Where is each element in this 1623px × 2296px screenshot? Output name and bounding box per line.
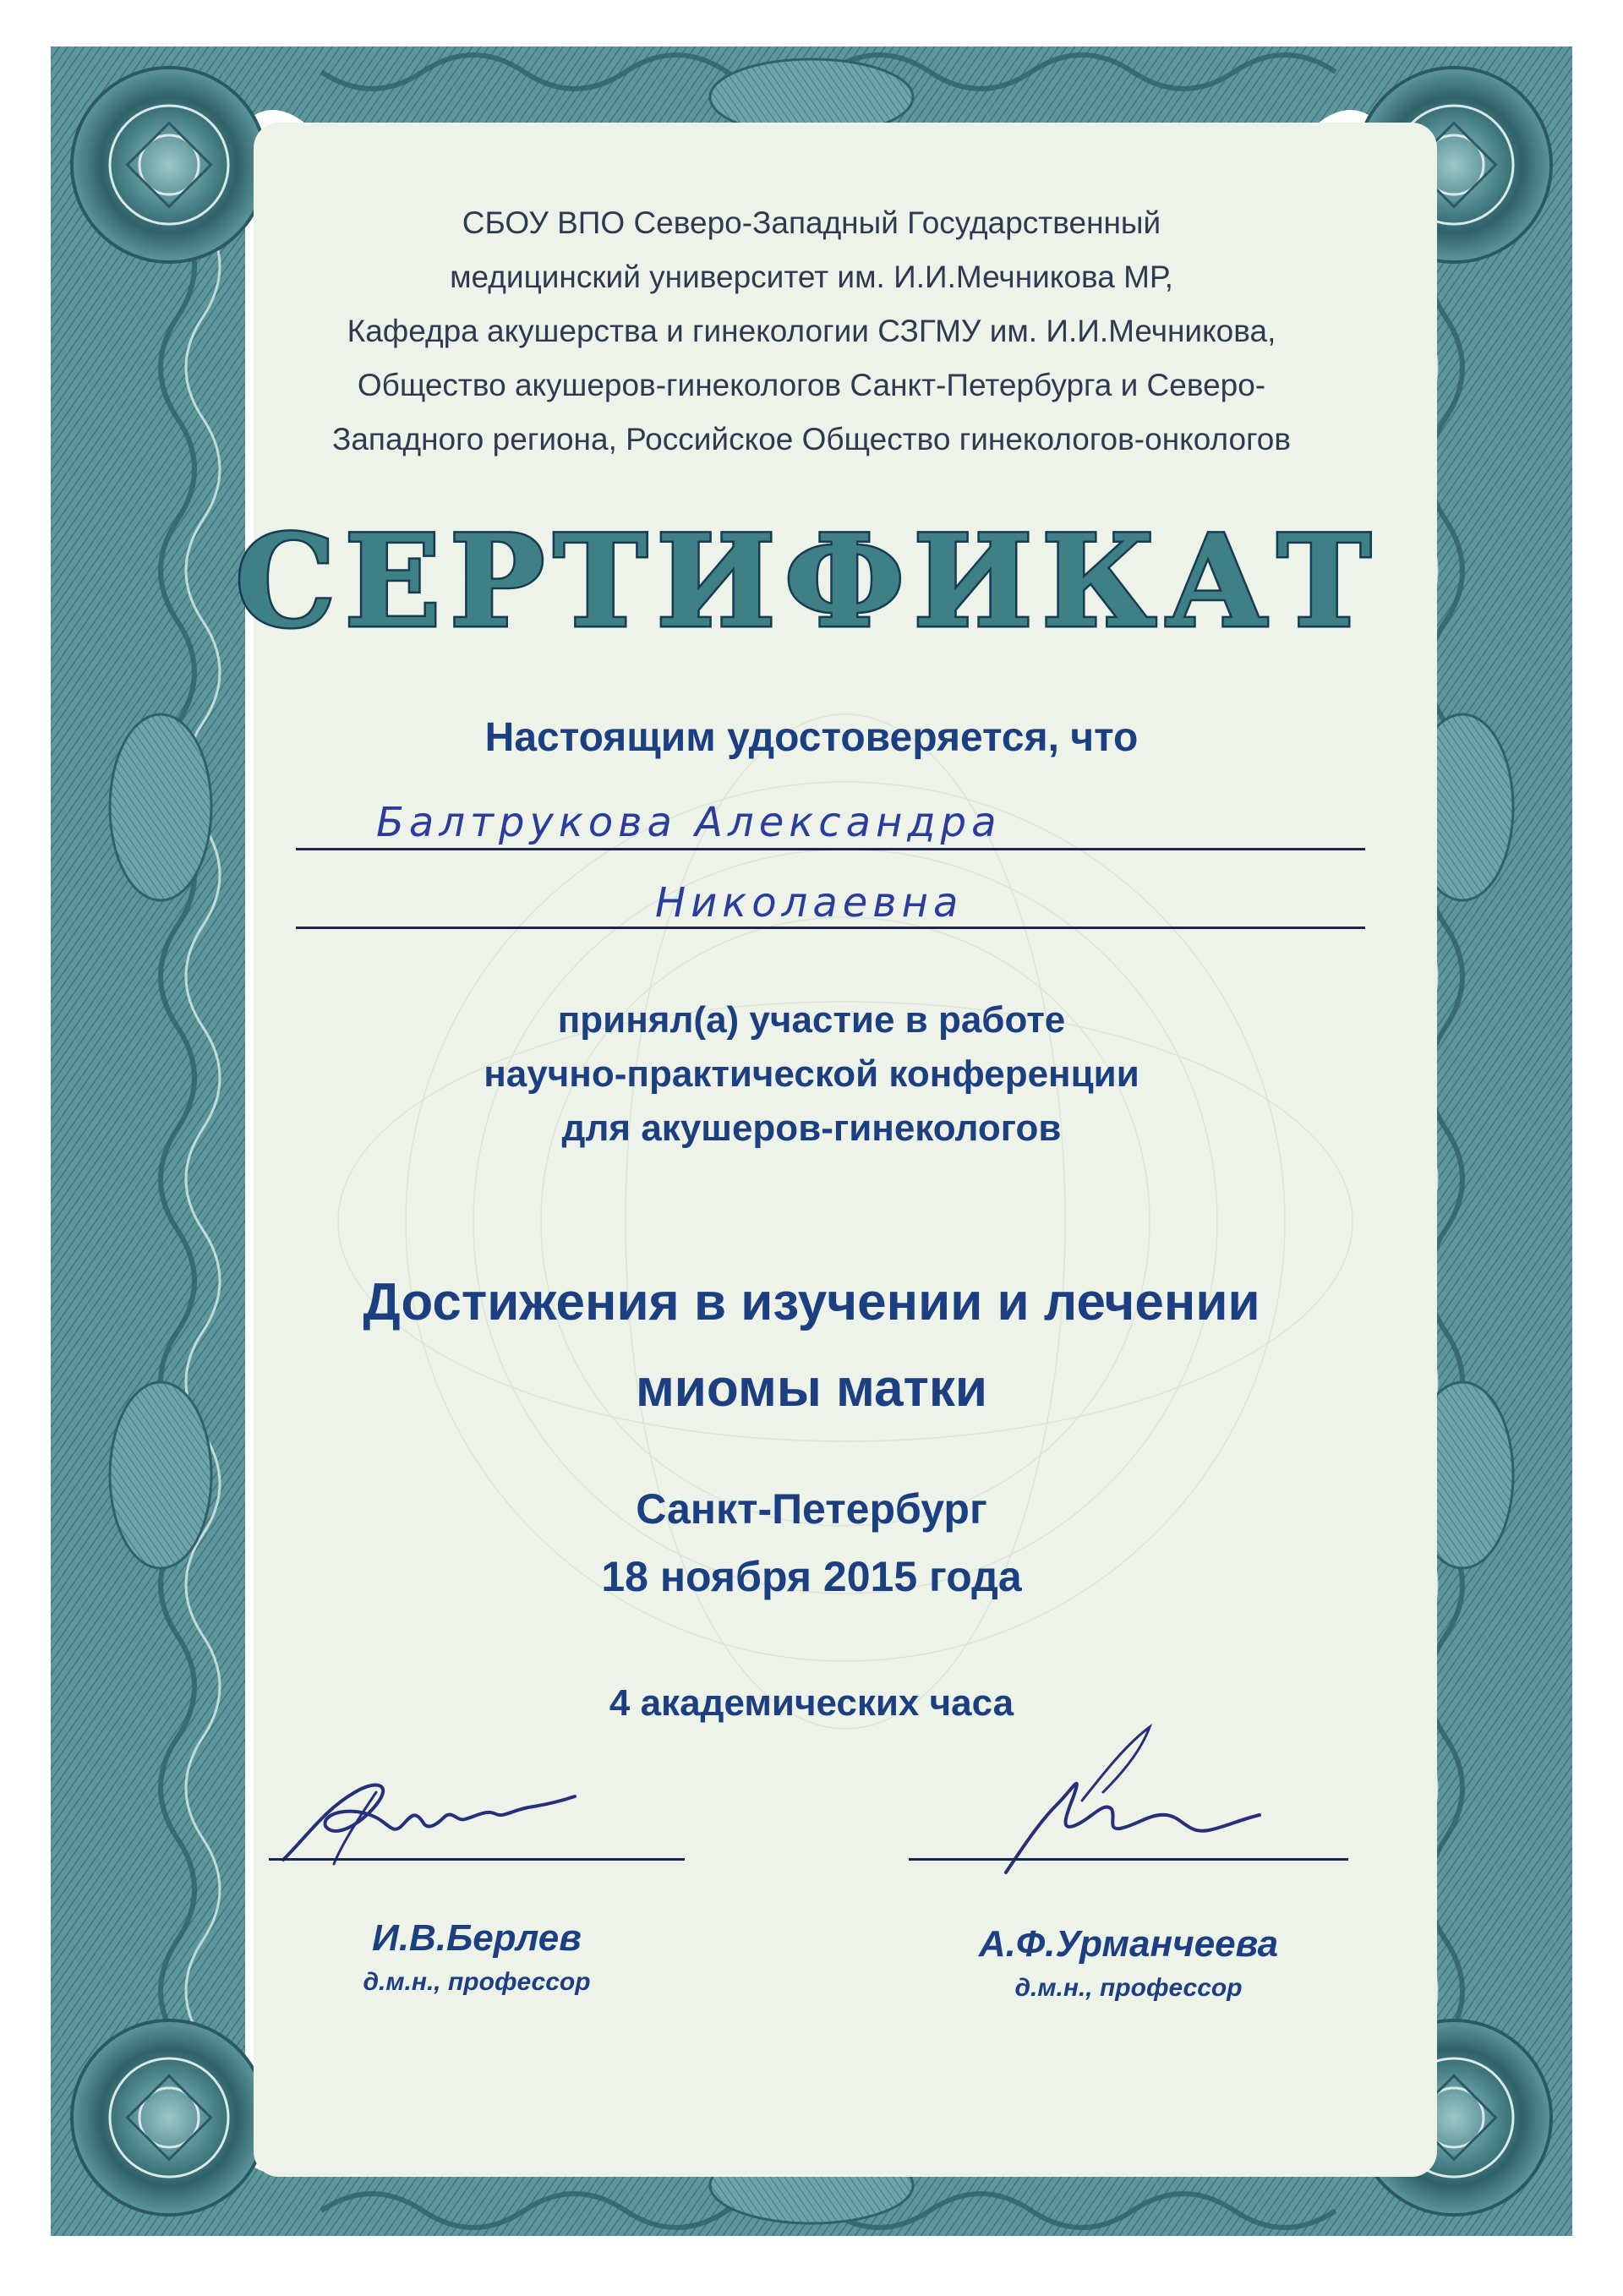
signer-name-right: А.Ф.Урманчеева <box>978 1923 1279 1965</box>
signature-left <box>275 1758 579 1868</box>
issuer-line: Кафедра акушерства и гинекологии СЗГМУ им. И.И.Мечникова, <box>347 314 1276 348</box>
event-place: Санкт-Петербург <box>636 1485 987 1533</box>
name-underline <box>296 927 1365 929</box>
participation-line: для акушеров-гинекологов <box>561 1107 1062 1149</box>
signature-line-right <box>909 1858 1348 1861</box>
issuer-line: СБОУ ВПО Северо-Западный Государственный <box>462 205 1161 240</box>
conference-title-line: Достижения в изучении и лечении <box>363 1273 1260 1331</box>
issuer-line: медицинский университет им. И.И.Мечникова МР, <box>450 260 1173 294</box>
conference-title <box>0 1260 1623 1432</box>
issuer-line: Западного региона, Российское Общество гинекологов-онкологов <box>331 422 1291 456</box>
certifies-text: Настоящим удостоверяется, что <box>484 715 1139 760</box>
signature-right <box>955 1720 1276 1881</box>
name-underline <box>296 848 1365 850</box>
recipient-name-line2: Николаевна <box>655 879 964 927</box>
issuer-block <box>0 196 1623 467</box>
signer-name-left: И.В.Берлев <box>372 1917 582 1959</box>
participation-line: принял(а) участие в работе <box>557 999 1066 1041</box>
event-date: 18 ноября 2015 года <box>601 1553 1022 1600</box>
issuer-line: Общество акушеров-гинекологов Санкт-Петербурга и Северо- <box>357 368 1266 402</box>
participation-line: научно-практической конференции <box>484 1053 1139 1095</box>
signer-title-right: д.м.н., профессор <box>1014 1974 1243 2002</box>
academic-hours: 4 академических часа <box>609 1682 1014 1724</box>
recipient-name-line1: Балтрукова Александра <box>376 799 1002 846</box>
conference-title-line: миомы матки <box>635 1359 988 1418</box>
certificate-title-block <box>0 520 1623 655</box>
participation-text <box>0 993 1623 1156</box>
place-date-block <box>0 1475 1623 1610</box>
signer-title-left: д.м.н., профессор <box>363 1968 591 1996</box>
signature-line-left <box>269 1858 685 1861</box>
certificate-title: СЕРТИФИКАТ <box>234 520 1380 655</box>
